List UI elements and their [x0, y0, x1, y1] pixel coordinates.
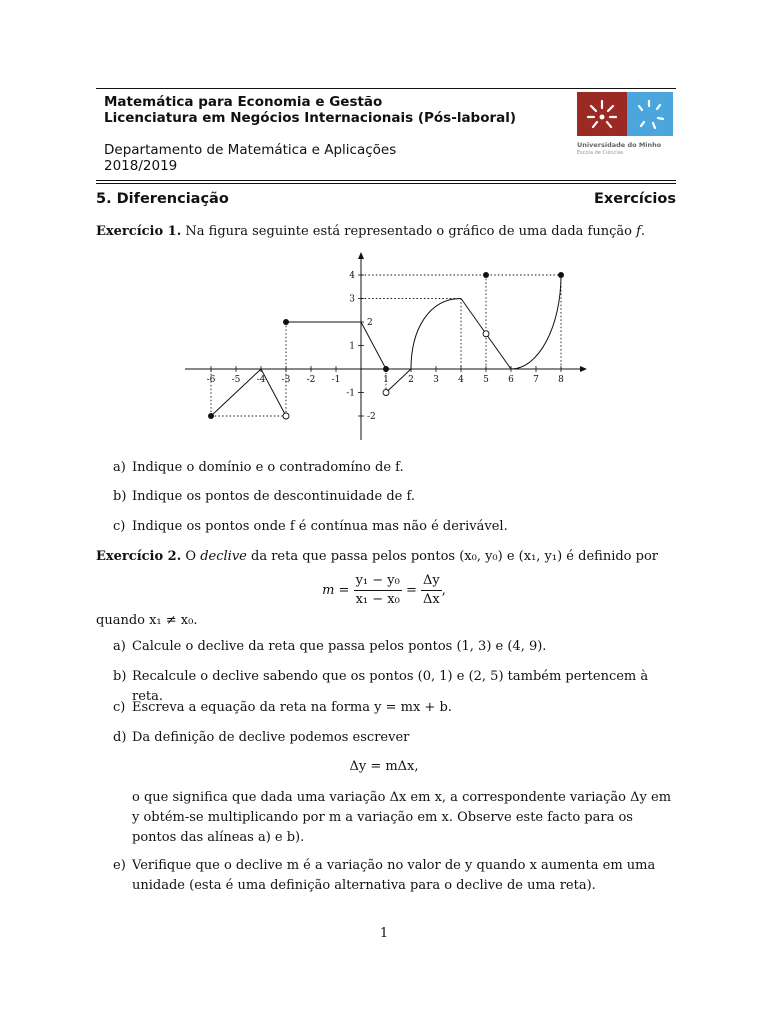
x-tick-label: -1 — [331, 375, 341, 385]
item-label: d) — [113, 730, 127, 745]
declive-term: declive — [200, 549, 247, 564]
item-text: Verifique que o declive m é a variação no valor de y quando x aumenta em uma unidade (esta é uma definição alternativa para o declive de uma reta). — [132, 858, 656, 893]
item-label: b) — [113, 489, 127, 504]
ex1-item-a — [113, 458, 676, 478]
ex2-item-e — [113, 856, 676, 893]
university-name: Universidade do Minho — [577, 141, 662, 149]
fraction-1-num: y₁ − y₀ — [354, 572, 402, 591]
delta-formula: Δy = mΔx, — [349, 759, 419, 774]
exercise-1-text: Na figura seguinte está representado o gráfico de uma dada função — [185, 224, 637, 239]
exercise-2-intro — [96, 547, 676, 567]
fraction-2-num: Δy — [421, 572, 442, 591]
curve-segment-1 — [211, 369, 286, 416]
item-d-text: o que significa que dada uma variação Δx em x, a correspondente variação Δy em y obtém-se multiplicando por m a variação em x. Observe este facto para os pontos das alíneas a) e b). — [132, 790, 672, 845]
degree-title: Licenciatura em Negócios Internacionais (Pós-laboral) — [104, 110, 517, 126]
exercise-2-text-b: da reta que passa pelos pontos (x₀, y₀) e (x₁, y₁) é definido por — [246, 549, 658, 564]
y-tick-label: -2 — [367, 412, 376, 422]
ex2-item-b — [113, 667, 676, 704]
x-tick-label: 2 — [408, 375, 414, 385]
axis-ticks — [207, 271, 565, 422]
curve-curve-up — [511, 275, 561, 369]
item-text: Recalcule o declive sabendo que os pontos (0, 1) e (2, 5) também pertencem à reta. — [132, 669, 649, 704]
ex2-item-d — [113, 728, 676, 748]
filled-point — [483, 272, 489, 278]
item-text: Indique o domínio e o contradomíno de f. — [132, 460, 404, 475]
exercise-2-text-a: O — [185, 549, 201, 564]
x-tick-label: 6 — [508, 375, 514, 385]
open-point — [283, 413, 289, 419]
formula-lhs: m = — [322, 583, 350, 598]
y-tick-label: -1 — [346, 388, 355, 399]
ex2-item-a — [113, 637, 676, 657]
curve-segment-2 — [286, 322, 386, 369]
item-text: Indique os pontos onde f é contínua mas não é derivável. — [132, 519, 508, 534]
fraction-2 — [421, 572, 442, 609]
fraction-1-den: x₁ − x₀ — [355, 592, 400, 607]
open-point — [483, 331, 489, 337]
item-text: Indique os pontos de descontinuidade de f. — [132, 489, 415, 504]
y-axis-arrow-icon — [358, 252, 364, 259]
academic-year: 2018/2019 — [104, 158, 178, 174]
filled-point — [558, 272, 564, 278]
x-axis-arrow-icon — [580, 366, 587, 372]
item-label: c) — [113, 700, 126, 715]
x-tick-label: -5 — [231, 375, 241, 385]
department-name: Departamento de Matemática e Aplicações — [104, 142, 397, 158]
item-label: b) — [113, 669, 127, 684]
item-label: e) — [113, 858, 126, 873]
curve-arc-up — [411, 299, 461, 370]
x-tick-label: 4 — [458, 375, 464, 385]
x-tick-label: 1 — [383, 375, 389, 385]
x-tick-label: 7 — [533, 375, 539, 385]
filled-point — [283, 319, 289, 325]
x-tick-label: 8 — [558, 375, 564, 385]
slope-formula — [0, 572, 768, 609]
x-tick-label: -2 — [306, 375, 316, 385]
x-tick-label: -4 — [256, 375, 266, 385]
item-text: Escreva a equação da reta na forma y = mx + b. — [132, 700, 452, 715]
function-name: f — [636, 224, 641, 239]
x-tick-label: 3 — [433, 375, 439, 385]
item-label: a) — [113, 639, 126, 654]
item-label: c) — [113, 519, 126, 534]
open-point — [383, 390, 389, 396]
formula-end: , — [441, 583, 446, 598]
x-tick-label: -3 — [281, 375, 291, 385]
formula-equals: = — [406, 583, 417, 598]
ex1-item-c — [113, 517, 676, 537]
graph-points — [208, 272, 564, 419]
y-tick-label: 2 — [367, 318, 373, 328]
page-number: 1 — [379, 926, 389, 941]
section-title: 5. Diferenciação — [96, 191, 229, 207]
item-text: Calcule o declive da reta que passa pelos pontos (1, 3) e (4, 9). — [132, 639, 547, 654]
filled-point — [208, 413, 214, 419]
fraction-2-den: Δx — [423, 592, 440, 607]
y-tick-label: 4 — [349, 271, 355, 281]
fraction-1 — [354, 572, 402, 609]
y-tick-label: 1 — [349, 341, 355, 352]
axes — [185, 252, 587, 440]
course-title: Matemática para Economia e Gestão — [104, 94, 383, 110]
exercise-1-label: Exercício 1. — [96, 224, 182, 239]
x-tick-label: 5 — [483, 375, 489, 385]
item-label: a) — [113, 460, 126, 475]
ex1-item-b — [113, 487, 676, 507]
filled-point — [383, 366, 389, 372]
formula-condition: quando x₁ ≠ x₀. — [96, 613, 198, 628]
y-tick-label: 3 — [349, 294, 355, 305]
item-text: Da definição de declive podemos escrever — [132, 730, 410, 745]
school-name: Escola de Ciências — [577, 150, 624, 156]
exercise-1-intro: Exercício 1. Na figura seguinte está representado o gráfico de uma dada função f. — [96, 224, 646, 239]
x-tick-label: -6 — [206, 375, 216, 385]
ex2-item-c — [113, 698, 676, 718]
section-right-label: Exercícios — [594, 191, 676, 207]
exercise-2-label: Exercício 2. — [96, 549, 182, 564]
